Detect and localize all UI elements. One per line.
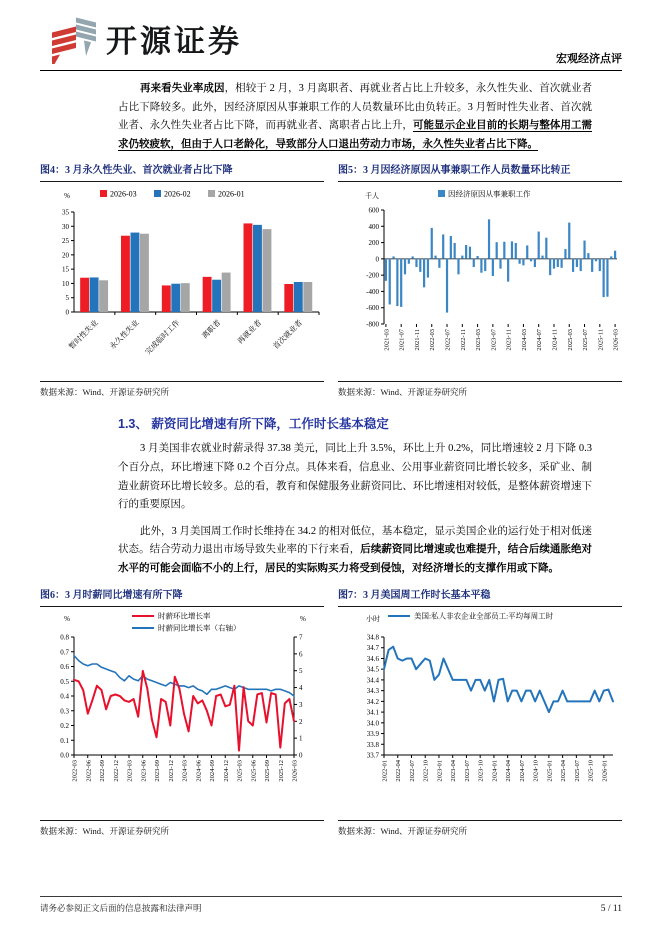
figure-4-chart: [40, 182, 324, 380]
svg-text:4: 4: [299, 683, 303, 692]
section-heading-1-3: 1.3、 薪资同比增速有所下降，工作时长基本稳定: [118, 417, 389, 432]
svg-text:25: 25: [62, 237, 69, 246]
svg-text:2023-01: 2023-01: [436, 759, 444, 782]
svg-text:2023-07: 2023-07: [463, 759, 471, 782]
svg-text:暂时性失业: 暂时性失业: [66, 318, 100, 352]
svg-text:0.0: 0.0: [60, 751, 69, 760]
svg-text:34.8: 34.8: [366, 633, 379, 642]
svg-text:2025-07: 2025-07: [573, 759, 581, 782]
svg-text:2023-03: 2023-03: [475, 329, 483, 352]
figure-5-source: 数据来源：Wind、开源证券研究所: [338, 381, 622, 398]
svg-text:2023-03: 2023-03: [126, 759, 134, 782]
svg-text:35: 35: [62, 208, 69, 217]
svg-text:2025-01: 2025-01: [546, 759, 554, 782]
paragraph-workhours: [40, 523, 622, 579]
svg-text:2024-07: 2024-07: [518, 759, 526, 782]
svg-text:0.3: 0.3: [60, 706, 69, 715]
svg-text:0.1: 0.1: [60, 736, 69, 745]
svg-text:34.4: 34.4: [366, 675, 379, 684]
svg-text:2023-09: 2023-09: [154, 759, 161, 782]
figure-7-source: 数据来源：Wind、开源证券研究所: [338, 820, 622, 837]
svg-text:2022-01: 2022-01: [381, 759, 389, 782]
svg-text:34.0: 34.0: [366, 718, 379, 727]
page-header: [40, 10, 622, 71]
svg-text:永久性失业: 永久性失业: [107, 318, 141, 352]
svg-text:2022-11: 2022-11: [459, 329, 467, 351]
svg-text:0.7: 0.7: [60, 647, 69, 656]
svg-text:30: 30: [62, 223, 69, 232]
svg-text:2024-12: 2024-12: [222, 759, 230, 782]
svg-text:10: 10: [62, 280, 69, 289]
svg-text:34.2: 34.2: [366, 697, 379, 706]
footer-disclaimer: 请务必参阅正文后面的信息披露和法律声明: [40, 903, 202, 913]
svg-text:5: 5: [299, 666, 303, 675]
figure-row-2: [40, 589, 622, 837]
svg-text:0.8: 0.8: [60, 633, 69, 642]
paragraph-unemployment-causes: [40, 80, 622, 154]
figure-7-title: 图7：3 月美国周工作时长基本平稳: [338, 589, 622, 607]
svg-text:0: 0: [299, 751, 303, 760]
svg-text:时薪环比增长率: 时薪环比增长率: [158, 611, 211, 621]
figure-4-title: 图4：3 月永久性失业、首次就业者占比下降: [40, 164, 324, 182]
svg-text:2025-03: 2025-03: [236, 759, 244, 782]
svg-text:0.5: 0.5: [60, 677, 69, 686]
p1-emphasis: 可能显示企业目前的长期与整体用工需求仍较疲软，但由于人口老龄化，导致部分人口退出劳动力市场，永久性失业者占比下降。: [118, 120, 593, 150]
svg-text:2025-09: 2025-09: [264, 759, 271, 782]
svg-text:2023-12: 2023-12: [167, 759, 175, 782]
page-number: 5 / 11: [600, 904, 622, 914]
svg-text:2022-07: 2022-07: [408, 759, 416, 782]
svg-text:0.2: 0.2: [60, 721, 69, 730]
svg-text:20: 20: [62, 251, 69, 260]
svg-text:15: 15: [62, 266, 69, 275]
svg-text:33.9: 33.9: [366, 729, 379, 738]
svg-text:2025-03: 2025-03: [566, 329, 574, 352]
p1-lead: 再来看失业率成因: [140, 83, 225, 94]
svg-text:2022-10: 2022-10: [422, 759, 430, 782]
svg-text:2025-04: 2025-04: [560, 759, 568, 782]
svg-text:2026-03: 2026-03: [291, 759, 299, 782]
svg-text:3: 3: [299, 700, 303, 709]
svg-text:2023-11: 2023-11: [505, 329, 513, 351]
svg-text:首次就业者: 首次就业者: [271, 318, 304, 352]
svg-text:2023-04: 2023-04: [450, 759, 458, 782]
svg-text:2024-01: 2024-01: [491, 759, 499, 782]
figure-4: [40, 164, 324, 398]
figure-6-source: 数据来源：Wind、开源证券研究所: [40, 820, 324, 837]
svg-text:2022-07: 2022-07: [444, 329, 452, 352]
svg-text:2022-04: 2022-04: [395, 759, 403, 782]
brand-name: 开源证券: [106, 23, 242, 59]
svg-text:完成临时工作: 完成临时工作: [143, 318, 182, 357]
svg-text:%: %: [64, 192, 70, 201]
report-body: [40, 72, 622, 837]
figure-5-title: 图5：3 月因经济原因从事兼职工作人员数量环比转正: [338, 164, 622, 182]
svg-text:2026-01: 2026-01: [218, 189, 245, 199]
svg-text:2026-01: 2026-01: [601, 759, 609, 782]
svg-text:2024-11: 2024-11: [551, 329, 559, 351]
svg-text:34.1: 34.1: [366, 708, 379, 717]
paragraph-wage: 3 月美国非农就业时薪录得 37.38 美元，同比上升 3.5%，环比上升 0.2%，同比增速较 2 月下降 0.3 个百分点，环比增速下降 0.2 个百分点。具体来看，信息业、公用事业薪资同比增长较多，采矿业、制造业薪资环比增长较多。总的看，教育和保健服务业薪资同比、环比增速相对较低，是整体薪资增速下行的重要原因。: [118, 443, 592, 511]
svg-text:2022-09: 2022-09: [99, 759, 106, 782]
page-footer: [40, 896, 622, 914]
svg-text:离职者: 离职者: [200, 318, 223, 341]
svg-text:2023-06: 2023-06: [140, 759, 148, 782]
svg-text:2025-12: 2025-12: [277, 759, 285, 782]
svg-text:2025-11: 2025-11: [597, 329, 605, 351]
figure-7-chart: [338, 607, 622, 819]
svg-text:2021-11: 2021-11: [413, 329, 421, 351]
p3-emphasis: 后续薪资同比增速或也难提升，结合后续通胀绝对水平的可能会面临不小的上行，居民的实际购买力将受到侵蚀，对经济增长的支撑作用或下降。: [118, 544, 593, 574]
svg-text:0: 0: [375, 255, 379, 264]
svg-text:2025-10: 2025-10: [587, 759, 595, 782]
svg-text:200: 200: [368, 239, 379, 248]
figure-row-1: [40, 164, 622, 398]
figure-5: [338, 164, 622, 398]
brand-logo-icon: [46, 12, 98, 64]
svg-text:%: %: [300, 614, 306, 623]
svg-text:2: 2: [299, 717, 303, 726]
svg-text:2024-03: 2024-03: [181, 759, 189, 782]
svg-text:2026-02: 2026-02: [164, 189, 191, 199]
svg-text:美国:私人非农企业全部员工:平均每周工时: 美国:私人非农企业全部员工:平均每周工时: [414, 611, 554, 621]
svg-text:再就业者: 再就业者: [235, 318, 264, 347]
svg-text:2025-07: 2025-07: [582, 329, 590, 352]
svg-text:34.6: 34.6: [366, 654, 379, 663]
svg-text:因经济原因从事兼职工作: 因经济原因从事兼职工作: [448, 189, 531, 199]
svg-text:2022-03: 2022-03: [71, 759, 79, 782]
svg-text:6: 6: [299, 649, 303, 658]
svg-text:5: 5: [65, 294, 69, 303]
svg-text:34.5: 34.5: [366, 665, 379, 674]
svg-text:0: 0: [65, 308, 69, 317]
brand-logo: [46, 12, 242, 64]
figure-5-chart: [338, 182, 622, 380]
svg-text:千人: 千人: [365, 192, 379, 201]
svg-text:600: 600: [368, 206, 379, 215]
svg-text:0.4: 0.4: [60, 692, 69, 701]
svg-text:-800: -800: [366, 320, 379, 329]
svg-text:2024-10: 2024-10: [532, 759, 540, 782]
svg-text:2024-03: 2024-03: [520, 329, 528, 352]
figure-7: [338, 589, 622, 837]
svg-text:2026-03: 2026-03: [110, 189, 137, 199]
svg-text:小时: 小时: [366, 614, 380, 623]
figure-6: [40, 589, 324, 837]
svg-text:2023-10: 2023-10: [477, 759, 485, 782]
svg-text:2024-06: 2024-06: [195, 759, 203, 782]
svg-text:%: %: [64, 614, 70, 623]
svg-text:时薪同比增长率（右轴）: 时薪同比增长率（右轴）: [158, 623, 241, 633]
svg-text:2026-03: 2026-03: [612, 329, 620, 352]
svg-text:1: 1: [299, 734, 303, 743]
svg-text:-600: -600: [366, 304, 379, 313]
svg-text:2022-03: 2022-03: [429, 329, 437, 352]
p1-body: ，相较于 2 月，3 月离职者、再就业者占比上升较多，永久性失业、首次就业者占比下降较多。此外，因经济原因从事兼职工作的人员数量环比由负转正。3 月暂时性失业者、首次就业者、永久性失业者占比下降，而再就业者、离职者占比上升，: [118, 83, 593, 132]
svg-text:2024-07: 2024-07: [536, 329, 544, 352]
svg-text:2022-12: 2022-12: [112, 759, 120, 782]
svg-text:2021-03: 2021-03: [383, 329, 391, 352]
svg-text:34.3: 34.3: [366, 686, 379, 695]
svg-text:33.7: 33.7: [366, 751, 379, 760]
figure-6-chart: [40, 607, 324, 819]
svg-text:2023-07: 2023-07: [490, 329, 498, 352]
svg-text:0.6: 0.6: [60, 662, 69, 671]
svg-text:2021-07: 2021-07: [398, 329, 406, 352]
svg-text:2024-04: 2024-04: [505, 759, 513, 782]
svg-text:34.7: 34.7: [366, 643, 379, 652]
figure-4-source: 数据来源：Wind、开源证券研究所: [40, 381, 324, 398]
svg-text:2024-09: 2024-09: [209, 759, 216, 782]
svg-text:400: 400: [368, 223, 379, 232]
p3-body: 此外，3 月美国周工作时长维持在 34.2 的相对低位，基本稳定，显示美国企业的运行处于相对低迷状态。结合劳动力退出市场导致失业率的下行来看，: [118, 525, 592, 556]
report-type-label: 宏观经济点评: [556, 53, 622, 65]
figure-6-title: 图6：3 月时薪同比增速有所下降: [40, 589, 324, 607]
svg-text:7: 7: [299, 633, 303, 642]
svg-text:-400: -400: [366, 288, 379, 297]
svg-text:2022-06: 2022-06: [85, 759, 93, 782]
svg-text:-200: -200: [366, 272, 379, 281]
svg-text:33.8: 33.8: [366, 740, 379, 749]
svg-text:2025-06: 2025-06: [250, 759, 258, 782]
